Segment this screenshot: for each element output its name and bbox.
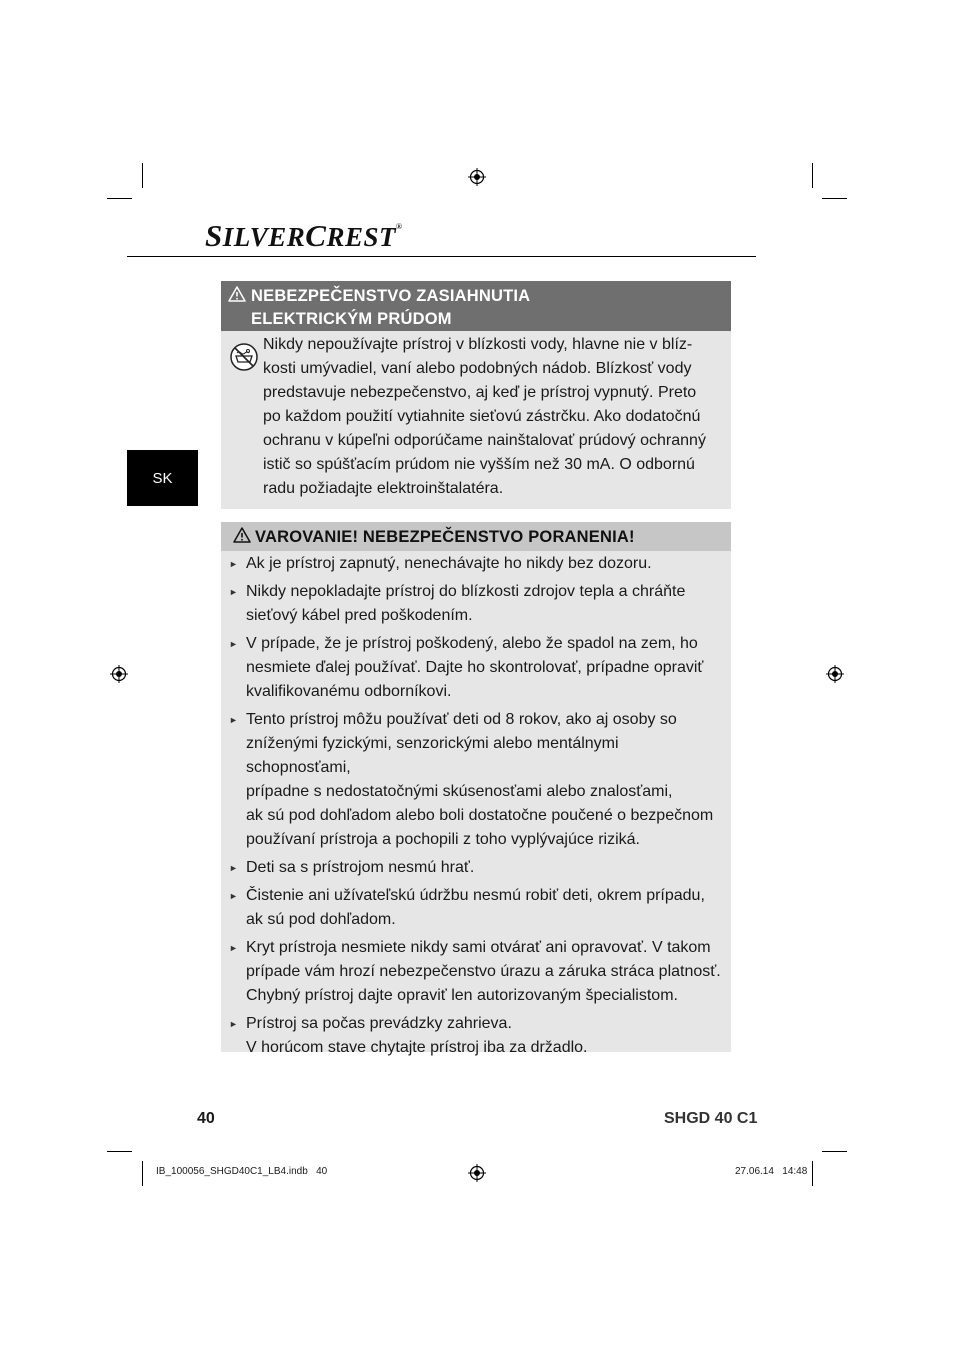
bullet-arrow-icon: ► — [229, 1019, 238, 1029]
crop-mark — [812, 163, 813, 188]
safety-paragraph: Nikdy nepoužívajte prístroj v blízkosti vody, hlavne nie v blíz- kosti umývadiel, vaní alebo podobných nádob. Blízkosť vody predstavuje nebezpečenstvo, aj keď je prístroj vypnutý. Preto po každom použití vytiahnite sieťovú zástrčku. Ako dodatočnú ochranu v kúpeľni odporúčame nainštalovať prúdový ochranný istič so spúšťacím prúdom nie vyšším než 30 mA. O odbornú radu požiadajte elektroinštalatéra. — [263, 336, 706, 497]
crop-mark — [142, 1161, 143, 1186]
bullet-arrow-icon: ► — [229, 943, 238, 953]
section-title: VAROVANIE! NEBEZPEČENSTVO PORANENIA! — [255, 528, 635, 546]
print-slug-file: IB_100056_SHGD40C1_LB4.indb 40 — [156, 1166, 328, 1177]
page-number: 40 — [197, 1110, 215, 1127]
list-item: ► Kryt prístroja nesmiete nikdy sami otvárať ani opravovať. V takom prípade vám hrozí nebezpečenstvo úrazu a záruka stráca platnosť. Chybný prístroj dajte opraviť len autorizovaným špecialistom. — [221, 936, 731, 1008]
crop-mark — [812, 1161, 813, 1186]
registration-mark-icon — [468, 168, 486, 186]
bullet-arrow-icon: ► — [229, 891, 238, 901]
header-divider — [127, 256, 756, 257]
print-slug-date: 27.06.14 14:48 — [735, 1166, 808, 1177]
bullet-arrow-icon: ► — [229, 587, 238, 597]
crop-mark — [822, 198, 847, 199]
warning-list — [221, 552, 731, 1064]
registration-mark-icon — [826, 665, 844, 683]
section-header — [221, 281, 731, 331]
list-item: ► Nikdy nepokladajte prístroj do blízkosti zdrojov tepla a chráňte sieťový kábel pred poškodením. — [221, 580, 731, 628]
crop-mark — [822, 1151, 847, 1152]
list-item: ► Deti sa s prístrojom nesmú hrať. — [221, 856, 731, 880]
list-item: ► Ak je prístroj zapnutý, nenechávajte ho nikdy bez dozoru. — [221, 552, 731, 576]
bullet-arrow-icon: ► — [229, 559, 238, 569]
brand-logo: SILVERCREST® — [205, 218, 403, 253]
bullet-arrow-icon: ► — [229, 863, 238, 873]
crop-mark — [142, 163, 143, 188]
electric-shock-warning-box — [221, 281, 731, 509]
crop-mark — [107, 198, 132, 199]
section-header — [221, 522, 731, 551]
warning-triangle-icon — [233, 527, 251, 543]
list-item: ► V prípade, že je prístroj poškodený, alebo že spadol na zem, ho nesmiete ďalej používať. Dajte ho skontrolovať, prípadne opraviť kvalifikovanému odborníkovi. — [221, 632, 731, 704]
crop-mark — [107, 1151, 132, 1152]
bullet-arrow-icon: ► — [229, 715, 238, 725]
registration-mark-icon — [110, 665, 128, 683]
list-item: ► Čistenie ani užívateľskú údržbu nesmú robiť deti, okrem prípadu, ak sú pod dohľadom. — [221, 884, 731, 932]
list-item: ► Prístroj sa počas prevádzky zahrieva. V horúcom stave chytajte prístroj iba za držadlo. — [221, 1012, 731, 1060]
warning-triangle-icon — [228, 286, 246, 302]
list-item: ► Tento prístroj môžu používať deti od 8 rokov, ako aj osoby so zníženými fyzickými, senzorickými alebo mentálnymi schopnosťami, prípadne s nedostatočnými skúsenosťami alebo znalosťami, ak sú pod dohľadom alebo boli dostatočne poučené o bezpečnom používaní prístroja a pochopili z toho vyplývajúce riziká. — [221, 708, 731, 852]
bullet-arrow-icon: ► — [229, 639, 238, 649]
registration-mark-icon — [468, 1164, 486, 1182]
injury-warning-box — [221, 522, 731, 1056]
no-water-bath-icon — [229, 342, 259, 372]
language-tab: SK — [127, 450, 198, 506]
section-title: NEBEZPEČENSTVO ZASIAHNUTIA ELEKTRICKÝM PRÚDOM — [251, 287, 531, 328]
model-number: SHGD 40 C1 — [664, 1110, 758, 1127]
